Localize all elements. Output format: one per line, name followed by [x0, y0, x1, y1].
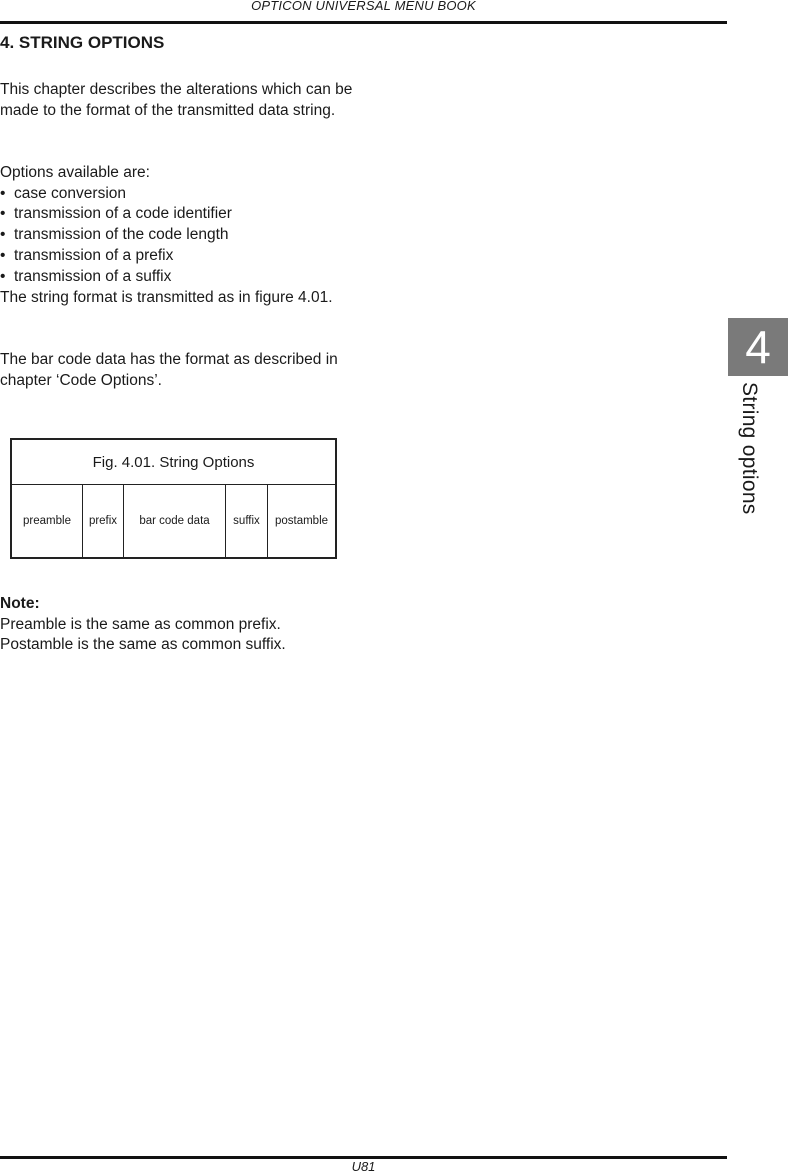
figure-cell-suffix: suffix [226, 485, 268, 557]
chapter-tab: 4 [728, 318, 788, 376]
bullet-icon: • [0, 267, 6, 285]
figure-cell-bar-code-data: bar code data [124, 485, 226, 557]
figure-cell-preamble: preamble [12, 485, 83, 557]
list-item: • transmission of a prefix [0, 246, 360, 267]
chapter-title: 4. STRING OPTIONS [0, 33, 165, 52]
note-line: Postamble is the same as common suffix. [0, 636, 286, 654]
intro-text: This chapter describes the alterations which can be made to the format of the transmitted data string. [0, 81, 353, 119]
intro-paragraph [0, 80, 360, 121]
page-number: U81 [351, 1159, 376, 1174]
header-rule [0, 21, 727, 24]
note-section [0, 594, 360, 656]
list-item: • transmission of the code length [0, 225, 360, 246]
barcode-note: The bar code data has the format as described in chapter ‘Code Options’. [0, 351, 338, 389]
list-item: • case conversion [0, 184, 360, 205]
running-header: OPTICON UNIVERSAL MENU BOOK [251, 0, 476, 13]
note-line: Preamble is the same as common prefix. [0, 615, 281, 633]
bullet-icon: • [0, 246, 6, 264]
bullet-icon: • [0, 226, 6, 244]
format-note: The string format is transmitted as in figure 4.01. [0, 289, 333, 306]
figure-caption: Fig. 4.01. String Options [12, 440, 335, 485]
note-label: Note: [0, 595, 40, 612]
string-options-figure [10, 438, 337, 559]
figure-cell-prefix: prefix [83, 485, 124, 557]
options-heading: Options available are: [0, 164, 150, 181]
options-list [0, 184, 360, 288]
figure-format-row [12, 485, 335, 557]
figure-cell-postamble: postamble [274, 515, 329, 527]
bullet-icon: • [0, 184, 6, 202]
bullet-icon: • [0, 205, 6, 223]
list-item: • transmission of a suffix [0, 267, 360, 288]
options-section [0, 163, 360, 287]
side-chapter-title: String options [738, 382, 761, 515]
list-item: • transmission of a code identifier [0, 204, 360, 225]
